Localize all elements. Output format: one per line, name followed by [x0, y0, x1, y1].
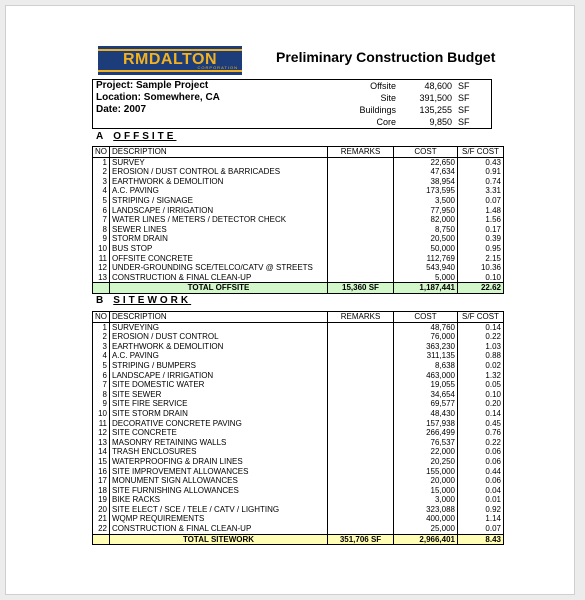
row-description: BUS STOP	[110, 244, 328, 254]
table-row	[93, 447, 504, 457]
section-heading-sitework	[96, 295, 191, 306]
row-remarks	[328, 467, 394, 477]
table-row	[93, 486, 504, 496]
table-row	[93, 342, 504, 352]
row-description: SURVEYING	[110, 322, 328, 332]
row-number: 3	[93, 177, 110, 187]
area-value: 135,255	[419, 105, 452, 115]
row-cost: 15,000	[394, 486, 458, 496]
row-remarks	[328, 486, 394, 496]
table-row	[93, 371, 504, 381]
table-row	[93, 457, 504, 467]
row-number: 11	[93, 254, 110, 264]
row-cost: 22,000	[394, 447, 458, 457]
table-row	[93, 514, 504, 524]
sitework-table	[92, 311, 504, 545]
total-label: TOTAL SITEWORK	[110, 534, 328, 545]
table-row	[93, 215, 504, 225]
header-cost: COST	[394, 147, 458, 158]
row-remarks	[328, 244, 394, 254]
row-remarks	[328, 196, 394, 206]
table-row	[93, 157, 504, 167]
row-description: BIKE RACKS	[110, 495, 328, 505]
row-number: 14	[93, 447, 110, 457]
row-sf-cost: 0.04	[458, 486, 504, 496]
row-number: 13	[93, 273, 110, 283]
row-description: STRIPING / SIGNAGE	[110, 196, 328, 206]
row-cost: 47,634	[394, 167, 458, 177]
row-sf-cost: 0.39	[458, 234, 504, 244]
table-row	[93, 380, 504, 390]
row-number: 1	[93, 322, 110, 332]
table-row	[93, 234, 504, 244]
project-date: Date: 2007	[96, 104, 147, 115]
row-description: SITE DOMESTIC WATER	[110, 380, 328, 390]
row-number: 6	[93, 371, 110, 381]
area-label: Site	[380, 93, 396, 103]
total-row	[93, 534, 504, 545]
row-description: DECORATIVE CONCRETE PAVING	[110, 419, 328, 429]
row-description: WATER LINES / METERS / DETECTOR CHECK	[110, 215, 328, 225]
row-description: LANDSCAPE / IRRIGATION	[110, 206, 328, 216]
row-description: UNDER-GROUNDING SCE/TELCO/CATV @ STREETS	[110, 263, 328, 273]
table-row	[93, 467, 504, 477]
row-description: STORM DRAIN	[110, 234, 328, 244]
row-sf-cost: 0.06	[458, 476, 504, 486]
row-remarks	[328, 371, 394, 381]
row-cost: 157,938	[394, 419, 458, 429]
row-sf-cost: 0.02	[458, 361, 504, 371]
row-remarks	[328, 351, 394, 361]
logo-stripe-bottom	[98, 70, 242, 72]
header-description: DESCRIPTION	[110, 147, 328, 158]
row-sf-cost: 0.92	[458, 505, 504, 515]
area-value: 48,600	[424, 81, 452, 91]
row-number: 2	[93, 332, 110, 342]
area-unit: SF	[458, 81, 470, 91]
row-number: 9	[93, 234, 110, 244]
rmdalton-logo	[98, 46, 242, 75]
row-remarks	[328, 157, 394, 167]
row-description: SITE FIRE SERVICE	[110, 399, 328, 409]
row-sf-cost: 0.05	[458, 380, 504, 390]
row-number: 4	[93, 186, 110, 196]
row-sf-cost: 1.56	[458, 215, 504, 225]
row-cost: 20,500	[394, 234, 458, 244]
row-description: OFFSITE CONCRETE	[110, 254, 328, 264]
row-remarks	[328, 390, 394, 400]
header-remarks: REMARKS	[328, 312, 394, 323]
info-row	[93, 104, 492, 116]
row-remarks	[328, 361, 394, 371]
table-row	[93, 476, 504, 486]
row-sf-cost: 0.01	[458, 495, 504, 505]
row-remarks	[328, 476, 394, 486]
row-remarks	[328, 380, 394, 390]
row-cost: 38,954	[394, 177, 458, 187]
total-sf-cost: 22.62	[458, 283, 504, 294]
row-cost: 400,000	[394, 514, 458, 524]
row-number: 16	[93, 467, 110, 477]
row-description: EROSION / DUST CONTROL & BARRICADES	[110, 167, 328, 177]
header-no: NO	[93, 312, 110, 323]
row-cost: 463,000	[394, 371, 458, 381]
row-cost: 8,750	[394, 225, 458, 235]
row-cost: 173,595	[394, 186, 458, 196]
row-number: 5	[93, 196, 110, 206]
row-cost: 3,000	[394, 495, 458, 505]
row-remarks	[328, 514, 394, 524]
row-cost: 266,499	[394, 428, 458, 438]
row-cost: 363,230	[394, 342, 458, 352]
table-row	[93, 419, 504, 429]
row-description: EARTHWORK & DEMOLITION	[110, 177, 328, 187]
table-row	[93, 225, 504, 235]
row-remarks	[328, 409, 394, 419]
row-number: 13	[93, 438, 110, 448]
row-sf-cost: 0.95	[458, 244, 504, 254]
row-cost: 48,760	[394, 322, 458, 332]
row-sf-cost: 0.22	[458, 438, 504, 448]
row-remarks	[328, 206, 394, 216]
project-info-box	[92, 79, 492, 129]
table-header-row	[93, 312, 504, 323]
total-area: 351,706 SF	[328, 534, 394, 545]
table-row	[93, 332, 504, 342]
row-description: SITE CONCRETE	[110, 428, 328, 438]
row-number: 7	[93, 380, 110, 390]
row-description: WQMP REQUIREMENTS	[110, 514, 328, 524]
table-row	[93, 206, 504, 216]
row-sf-cost: 0.14	[458, 409, 504, 419]
total-sf-cost: 8.43	[458, 534, 504, 545]
row-sf-cost: 0.74	[458, 177, 504, 187]
section-title: OFFSITE	[113, 131, 177, 142]
row-sf-cost: 0.10	[458, 273, 504, 283]
row-description: SURVEY	[110, 157, 328, 167]
row-remarks	[328, 428, 394, 438]
table-row	[93, 186, 504, 196]
row-sf-cost: 0.76	[458, 428, 504, 438]
row-sf-cost: 0.45	[458, 419, 504, 429]
table-row	[93, 361, 504, 371]
area-unit: SF	[458, 117, 470, 127]
row-sf-cost: 2.15	[458, 254, 504, 264]
row-number: 3	[93, 342, 110, 352]
row-number: 2	[93, 167, 110, 177]
row-remarks	[328, 273, 394, 283]
area-value: 391,500	[419, 93, 452, 103]
info-row	[93, 92, 492, 104]
header-cost: COST	[394, 312, 458, 323]
row-cost: 3,500	[394, 196, 458, 206]
area-label: Buildings	[359, 105, 396, 115]
row-remarks	[328, 254, 394, 264]
total-blank	[93, 283, 110, 294]
row-remarks	[328, 215, 394, 225]
section-title: SITEWORK	[113, 295, 192, 306]
row-sf-cost: 1.48	[458, 206, 504, 216]
row-remarks	[328, 495, 394, 505]
row-number: 21	[93, 514, 110, 524]
row-number: 12	[93, 263, 110, 273]
row-remarks	[328, 332, 394, 342]
row-remarks	[328, 447, 394, 457]
row-sf-cost: 0.07	[458, 524, 504, 534]
row-sf-cost: 0.91	[458, 167, 504, 177]
logo-subtitle: CORPORATION	[197, 65, 238, 70]
row-remarks	[328, 419, 394, 429]
row-sf-cost: 0.88	[458, 351, 504, 361]
row-cost: 20,000	[394, 476, 458, 486]
row-sf-cost: 0.06	[458, 447, 504, 457]
table-row	[93, 322, 504, 332]
area-label: Offsite	[370, 81, 396, 91]
row-remarks	[328, 234, 394, 244]
total-cost: 2,966,401	[394, 534, 458, 545]
row-number: 11	[93, 419, 110, 429]
offsite-table	[92, 146, 504, 294]
row-cost: 112,769	[394, 254, 458, 264]
row-number: 7	[93, 215, 110, 225]
row-cost: 8,638	[394, 361, 458, 371]
row-cost: 76,537	[394, 438, 458, 448]
row-cost: 76,000	[394, 332, 458, 342]
row-remarks	[328, 505, 394, 515]
info-blank	[93, 116, 334, 129]
row-cost: 22,650	[394, 157, 458, 167]
row-remarks	[328, 438, 394, 448]
table-row	[93, 505, 504, 515]
row-number: 6	[93, 206, 110, 216]
row-description: CONSTRUCTION & FINAL CLEAN-UP	[110, 273, 328, 283]
row-cost: 82,000	[394, 215, 458, 225]
row-sf-cost: 0.10	[458, 390, 504, 400]
row-cost: 48,430	[394, 409, 458, 419]
table-row	[93, 351, 504, 361]
row-description: TRASH ENCLOSURES	[110, 447, 328, 457]
row-sf-cost: 0.06	[458, 457, 504, 467]
row-cost: 19,055	[394, 380, 458, 390]
row-number: 1	[93, 157, 110, 167]
row-remarks	[328, 186, 394, 196]
project-name: Project: Sample Project	[96, 80, 209, 91]
row-number: 8	[93, 225, 110, 235]
row-cost: 5,000	[394, 273, 458, 283]
section-letter: B	[96, 295, 104, 306]
row-sf-cost: 0.44	[458, 467, 504, 477]
row-description: STRIPING / BUMPERS	[110, 361, 328, 371]
row-sf-cost: 0.17	[458, 225, 504, 235]
row-cost: 25,000	[394, 524, 458, 534]
row-cost: 311,135	[394, 351, 458, 361]
row-description: EROSION / DUST CONTROL	[110, 332, 328, 342]
table-row	[93, 428, 504, 438]
row-remarks	[328, 399, 394, 409]
row-sf-cost: 0.14	[458, 322, 504, 332]
project-location: Location: Somewhere, CA	[96, 92, 220, 103]
row-description: SITE ELECT / SCE / TELE / CATV / LIGHTING	[110, 505, 328, 515]
row-cost: 69,577	[394, 399, 458, 409]
section-letter: A	[96, 131, 104, 142]
total-area: 15,360 SF	[328, 283, 394, 294]
row-number: 22	[93, 524, 110, 534]
table-row	[93, 409, 504, 419]
row-sf-cost: 0.43	[458, 157, 504, 167]
info-row	[93, 116, 492, 129]
row-cost: 543,940	[394, 263, 458, 273]
table-row	[93, 263, 504, 273]
row-number: 9	[93, 399, 110, 409]
area-unit: SF	[458, 93, 470, 103]
row-sf-cost: 1.03	[458, 342, 504, 352]
logo-wordmark: RMDALTON	[122, 51, 218, 68]
area-value: 9,850	[429, 117, 452, 127]
row-description: LANDSCAPE / IRRIGATION	[110, 371, 328, 381]
row-remarks	[328, 342, 394, 352]
info-row	[93, 80, 492, 93]
table-row	[93, 390, 504, 400]
row-number: 10	[93, 409, 110, 419]
total-label: TOTAL OFFSITE	[110, 283, 328, 294]
row-number: 20	[93, 505, 110, 515]
row-cost: 155,000	[394, 467, 458, 477]
row-number: 10	[93, 244, 110, 254]
row-sf-cost: 3.31	[458, 186, 504, 196]
row-sf-cost: 10.36	[458, 263, 504, 273]
table-row	[93, 524, 504, 534]
row-description: SITE IMPROVEMENT ALLOWANCES	[110, 467, 328, 477]
total-cost: 1,187,441	[394, 283, 458, 294]
table-row	[93, 399, 504, 409]
row-sf-cost: 0.20	[458, 399, 504, 409]
row-description: A.C. PAVING	[110, 351, 328, 361]
row-remarks	[328, 177, 394, 187]
row-description: MASONRY RETAINING WALLS	[110, 438, 328, 448]
row-sf-cost: 0.07	[458, 196, 504, 206]
table-row	[93, 438, 504, 448]
table-row	[93, 244, 504, 254]
row-sf-cost: 1.32	[458, 371, 504, 381]
row-cost: 34,654	[394, 390, 458, 400]
row-description: EARTHWORK & DEMOLITION	[110, 342, 328, 352]
row-number: 4	[93, 351, 110, 361]
row-cost: 323,088	[394, 505, 458, 515]
header-description: DESCRIPTION	[110, 312, 328, 323]
row-description: SEWER LINES	[110, 225, 328, 235]
header-sf-cost: S/F COST	[458, 147, 504, 158]
row-number: 19	[93, 495, 110, 505]
row-remarks	[328, 322, 394, 332]
row-description: MONUMENT SIGN ALLOWANCES	[110, 476, 328, 486]
row-number: 12	[93, 428, 110, 438]
area-unit: SF	[458, 105, 470, 115]
section-heading-offsite	[96, 131, 176, 142]
row-number: 15	[93, 457, 110, 467]
table-row	[93, 177, 504, 187]
document-title: Preliminary Construction Budget	[276, 49, 496, 65]
row-sf-cost: 1.14	[458, 514, 504, 524]
table-row	[93, 167, 504, 177]
row-remarks	[328, 225, 394, 235]
table-row	[93, 273, 504, 283]
row-number: 5	[93, 361, 110, 371]
row-description: SITE FURNISHING ALLOWANCES	[110, 486, 328, 496]
row-description: SITE SEWER	[110, 390, 328, 400]
table-row	[93, 495, 504, 505]
row-description: WATERPROOFING & DRAIN LINES	[110, 457, 328, 467]
row-remarks	[328, 263, 394, 273]
area-label: Core	[376, 117, 396, 127]
row-cost: 77,950	[394, 206, 458, 216]
row-number: 8	[93, 390, 110, 400]
row-description: CONSTRUCTION & FINAL CLEAN-UP	[110, 524, 328, 534]
row-description: SITE STORM DRAIN	[110, 409, 328, 419]
table-row	[93, 196, 504, 206]
row-number: 18	[93, 486, 110, 496]
row-cost: 50,000	[394, 244, 458, 254]
header-sf-cost: S/F COST	[458, 312, 504, 323]
row-description: A.C. PAVING	[110, 186, 328, 196]
row-remarks	[328, 524, 394, 534]
row-sf-cost: 0.22	[458, 332, 504, 342]
header-no: NO	[93, 147, 110, 158]
row-cost: 20,250	[394, 457, 458, 467]
table-row	[93, 254, 504, 264]
row-remarks	[328, 167, 394, 177]
header-remarks: REMARKS	[328, 147, 394, 158]
total-row	[93, 283, 504, 294]
row-number: 17	[93, 476, 110, 486]
row-remarks	[328, 457, 394, 467]
total-blank	[93, 534, 110, 545]
table-header-row	[93, 147, 504, 158]
